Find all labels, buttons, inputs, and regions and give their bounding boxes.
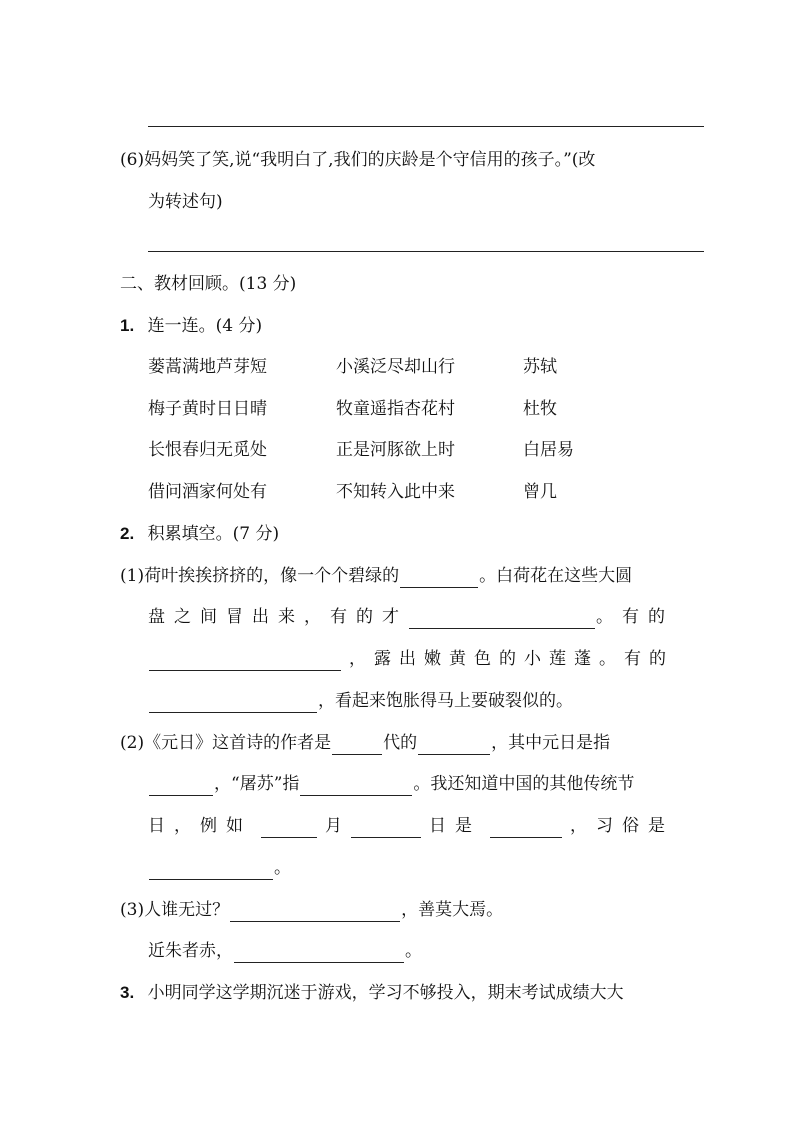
item2-p2-line4 (148, 856, 291, 880)
p2-text-f1: 日，例如 (148, 816, 252, 836)
item2-p1-line4 (148, 689, 573, 713)
blank-p2-2[interactable] (418, 734, 490, 755)
p2-text-e: 。我还知道中国的其他传统节 (413, 774, 635, 794)
match-mid-2[interactable]: 牧童遥指杏花村 (336, 399, 455, 419)
match-right-4[interactable]: 曾几 (523, 482, 557, 502)
blank-p1-1[interactable] (400, 567, 478, 588)
item3-line (120, 981, 624, 1005)
p1-text-e: ，露出嫩黄色的小莲蓬。有的 (349, 649, 674, 669)
blank-p1-3[interactable] (149, 650, 341, 671)
item2-header (120, 522, 279, 546)
p1-text-a: (1)荷叶挨挨挤挤的，像一个个碧绿的 (120, 566, 400, 586)
blank-p2-1[interactable] (332, 734, 382, 755)
blank-p3-2[interactable] (234, 942, 404, 963)
match-mid-1[interactable]: 小溪泛尽却山行 (336, 357, 455, 377)
p3-text-b: ，善莫大焉。 (401, 900, 504, 920)
item1-title: 连一连。(4 分) (147, 316, 263, 336)
blank-p1-4[interactable] (149, 692, 317, 713)
q6-text: (6)妈妈笑了笑,说“我明白了,我们的庆龄是个守信用的孩子。”(改 (120, 150, 596, 170)
item2-p3-line2 (148, 939, 422, 963)
blank-p2-8[interactable] (149, 859, 273, 880)
answer-line-q5[interactable] (148, 126, 704, 127)
item2-p2-line1 (120, 731, 610, 755)
match-mid-3[interactable]: 正是河豚欲上时 (336, 440, 455, 460)
p2-text-f2: 月 (325, 816, 342, 836)
p3-text-c: 近朱者赤， (148, 941, 233, 961)
item1-number: 1. (120, 316, 135, 335)
p1-text-c: 盘之间冒出来，有的才 (148, 607, 408, 627)
item3-text: 小明同学这学期沉迷于游戏，学习不够投入，期末考试成绩大大 (147, 983, 624, 1003)
blank-p1-2[interactable] (409, 608, 595, 629)
match-mid-4[interactable]: 不知转入此中来 (336, 482, 455, 502)
match-left-3[interactable]: 长恨春归无觅处 (148, 440, 267, 460)
item2-p2-line3 (148, 814, 674, 838)
item2-p2-line2 (148, 772, 634, 796)
p1-text-d: 。有的 (596, 607, 674, 627)
match-right-1[interactable]: 苏轼 (523, 357, 557, 377)
blank-p2-5[interactable] (261, 817, 317, 838)
q6-text-cont: 为转述句) (148, 192, 223, 212)
item2-title: 积累填空。(7 分) (147, 524, 280, 544)
p2-text-g: 。 (274, 858, 291, 878)
blank-p2-6[interactable] (351, 817, 421, 838)
section-2-title: 二、教材回顾。(13 分) (120, 274, 297, 294)
item2-p1-line2 (148, 605, 674, 629)
blank-p2-4[interactable] (300, 775, 412, 796)
item2-p1-line1 (120, 564, 632, 588)
p1-text-b: 。白荷花在这些大圆 (479, 566, 633, 586)
item1-header (120, 314, 262, 338)
blank-p2-3[interactable] (149, 775, 213, 796)
p2-text-a: (2)《元日》这首诗的作者是 (120, 733, 332, 753)
blank-p2-7[interactable] (490, 817, 562, 838)
p2-text-f4: ，习俗是 (570, 816, 674, 836)
match-right-3[interactable]: 白居易 (523, 440, 574, 460)
item2-p1-line3 (148, 647, 674, 671)
p1-text-f: ，看起来饱胀得马上要破裂似的。 (318, 691, 573, 711)
blank-p3-1[interactable] (230, 901, 400, 922)
p2-text-b: 代的 (383, 733, 418, 753)
match-right-2[interactable]: 杜牧 (523, 399, 557, 419)
match-left-4[interactable]: 借问酒家何处有 (148, 482, 267, 502)
p3-text-d: 。 (405, 941, 422, 961)
item3-number: 3. (120, 983, 135, 1002)
p2-text-d: ，“屠苏”指 (214, 774, 300, 794)
match-left-1[interactable]: 蒌蒿满地芦芽短 (148, 357, 267, 377)
p3-text-a: (3)人谁无过？ (120, 900, 230, 920)
p2-text-f3: 日是 (429, 816, 481, 836)
p2-text-c: ，其中元日是指 (491, 733, 611, 753)
answer-line-q6[interactable] (148, 251, 704, 252)
item2-number: 2. (120, 524, 135, 543)
item2-p3-line1 (120, 898, 503, 922)
match-left-2[interactable]: 梅子黄时日日晴 (148, 399, 267, 419)
